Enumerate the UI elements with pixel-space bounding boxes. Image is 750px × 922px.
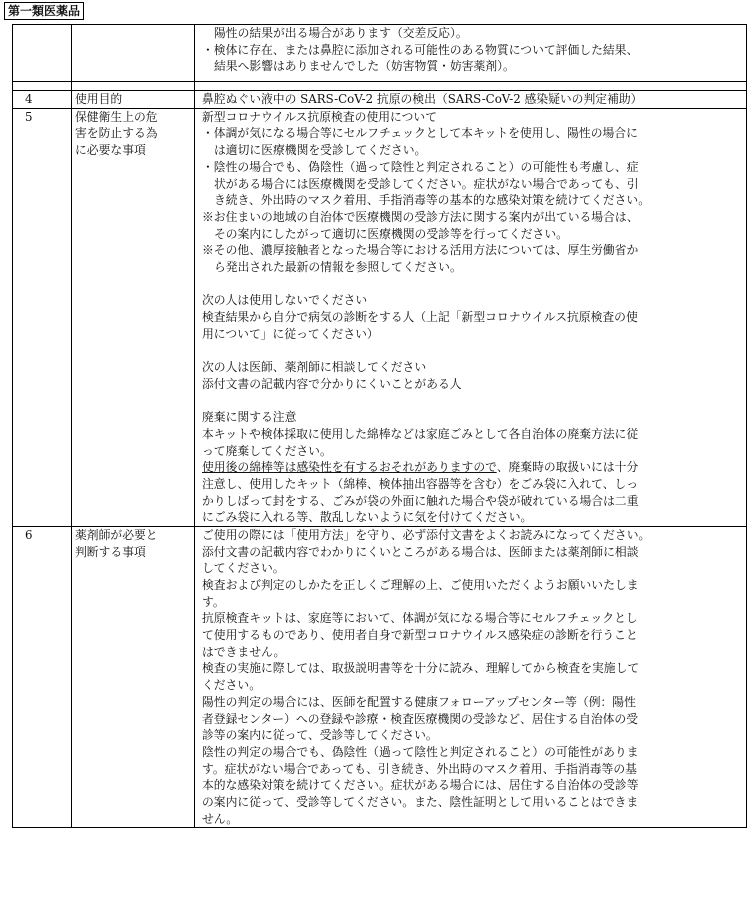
number-cell [13, 25, 72, 82]
content-line: はできません。 [202, 644, 286, 659]
row-heading: 使用目的 [72, 91, 195, 109]
content-line: 本キットや検体採取に使用した綿棒などは家庭ごみとして各自治体の廃棄方法に従 [202, 426, 639, 441]
table-row-continuation [13, 25, 747, 82]
spacer-cell [195, 82, 747, 91]
content-line [202, 459, 743, 476]
content-line: す。 [202, 594, 225, 609]
content-line: ・体調が気になる場合等にセルフチェックとして本キットを使用し、陽性の場合に [202, 126, 638, 141]
content-line: 陽性の判定の場合には、医師を配置する健康フォローアップセンター等（例：陽性 [202, 694, 636, 709]
row-content [195, 526, 747, 827]
row-number: 5 [13, 108, 72, 526]
row-content [195, 108, 747, 526]
content-line: 陽性の結果が出る場合があります（交差反応）。 [214, 26, 468, 40]
content-line: ※その他、濃厚接触者となった場合等における活用方法については、厚生労働省か [202, 243, 639, 258]
content-line: その案内にしたがって適切に医療機関の受診等を行ってください。 [214, 226, 568, 241]
content-cell [195, 25, 747, 82]
content-line: の案内に従って、受診等してください。また、陰性証明として用いることはできま [202, 794, 639, 809]
content-line: 注意し、使用したキット（綿棒、検体抽出容器等を含む）をごみ袋に入れて、しっ [202, 476, 639, 491]
table-row-spacer [13, 82, 747, 91]
section-title: 次の人は医師、薬剤師に相談してください [202, 360, 427, 375]
content-line: って廃棄してください。 [202, 443, 332, 458]
content-line: ※お住まいの地域の自治体で医療機関の受診方法に関する案内が出ている場合は、 [202, 209, 639, 224]
content-line: かりしばって封をする、ごみが袋の外面に触れた場合や袋が破れている場合は二重 [202, 493, 639, 508]
content-line: 添付文書の記載内容で分かりにくいことがある人 [202, 376, 462, 391]
warning-continuation: 、廃棄時の取扱いには十分 [496, 460, 639, 475]
heading-line: 判断する事項 [75, 544, 146, 559]
content-line: 結果へ影響はありませんでした（妨害物質・妨害薬剤）。 [214, 59, 515, 74]
content-line: せん。 [202, 811, 239, 826]
content-line: ください。 [202, 678, 261, 693]
underlined-warning: 使用後の綿棒等は感染性を有するおそれがありますので [202, 460, 497, 475]
heading-line: 薬剤師が必要と [75, 527, 158, 542]
content-line: 本的な感染対策を続けてください。症状がある場合には、居住する自治体の受診等 [202, 778, 639, 793]
row-content: 鼻腔ぬぐい液中の SARS-CoV-2 抗原の検出（SARS-CoV-2 感染疑いの判定補助） [195, 91, 747, 109]
content-line: 用について」に従ってください） [202, 326, 379, 341]
content-line: は適切に医療機関を受診してください。 [214, 143, 427, 158]
content-line: ・検体に存在、または鼻腔に添加される可能性のある物質について評価した結果、 [202, 42, 639, 57]
content-line: ご使用の際には「使用方法」を守り、必ず添付文書をよくお読みになってください。 [202, 527, 651, 542]
content-line: 検査結果から自分で病気の診断をする人（上記「新型コロナウイルス抗原検査の使 [202, 310, 638, 325]
content-line: 検査および判定のしかたを正しくご理解の上、ご使用いただくようお願いいたしま [202, 578, 639, 593]
content-line: 診等の案内に従って、受診等してください。 [202, 728, 438, 743]
content-line: 添付文書の記載内容でわかりにくいところがある場合は、医師または薬剤師に相談 [202, 544, 639, 559]
section-title: 廃棄に関する注意 [202, 410, 297, 425]
table-row-5 [13, 108, 747, 526]
heading-line: 害を防止する為 [75, 126, 158, 141]
heading-cell [72, 25, 195, 82]
content-line: き続き、外出時のマスク着用、手指消毒等の基本的な感染対策を続けてください。 [214, 193, 651, 208]
row-heading [72, 108, 195, 526]
drug-category-label: 第一類医薬品 [4, 2, 84, 20]
content-line: 検査の実施に際しては、取扱説明書等を十分に読み、理解してから検査を実施して [202, 661, 640, 676]
spacer-cell [72, 82, 195, 91]
info-table [12, 24, 747, 828]
content-line: 陰性の判定の場合でも、偽陰性（過って陰性と判定されること）の可能性がありま [202, 744, 639, 759]
content-line: 者登録センター）への登録や診療・検査医療機関の受診など、居住する自治体の受 [202, 711, 639, 726]
content-line: ・陰性の場合でも、偽陰性（過って陰性と判定されること）の可能性も考慮し、症 [202, 159, 639, 174]
row-heading [72, 526, 195, 827]
section-title: 新型コロナウイルス抗原検査の使用について [202, 109, 437, 124]
heading-line: に必要な事項 [75, 143, 146, 158]
content-line: 状がある場合には医療機関を受診してください。症状がない場合であっても、引 [214, 176, 639, 191]
content-line: 抗原検査キットは、家庭等において、体調が気になる場合等にセルフチェックとし [202, 611, 638, 626]
content-line: にごみ袋に入れる等、散乱しないように気を付けてください。 [202, 510, 533, 525]
section-title: 次の人は使用しないでください [202, 293, 368, 308]
content-line: ら発出された最新の情報を参照してください。 [214, 259, 462, 274]
row-number: 6 [13, 526, 72, 827]
row-number: 4 [13, 91, 72, 109]
table-row-6 [13, 526, 747, 827]
spacer-cell [13, 82, 72, 91]
heading-line: 保健衛生上の危 [75, 109, 158, 124]
table-row-4 [13, 91, 747, 109]
content-line: す。症状がない場合であっても、引き続き、外出時のマスク着用、手指消毒等の基 [202, 761, 637, 776]
content-line: て使用するものであり、使用者自身で新型コロナウイルス感染症の診断を行うこと [202, 628, 638, 643]
content-line: してください。 [202, 561, 285, 576]
